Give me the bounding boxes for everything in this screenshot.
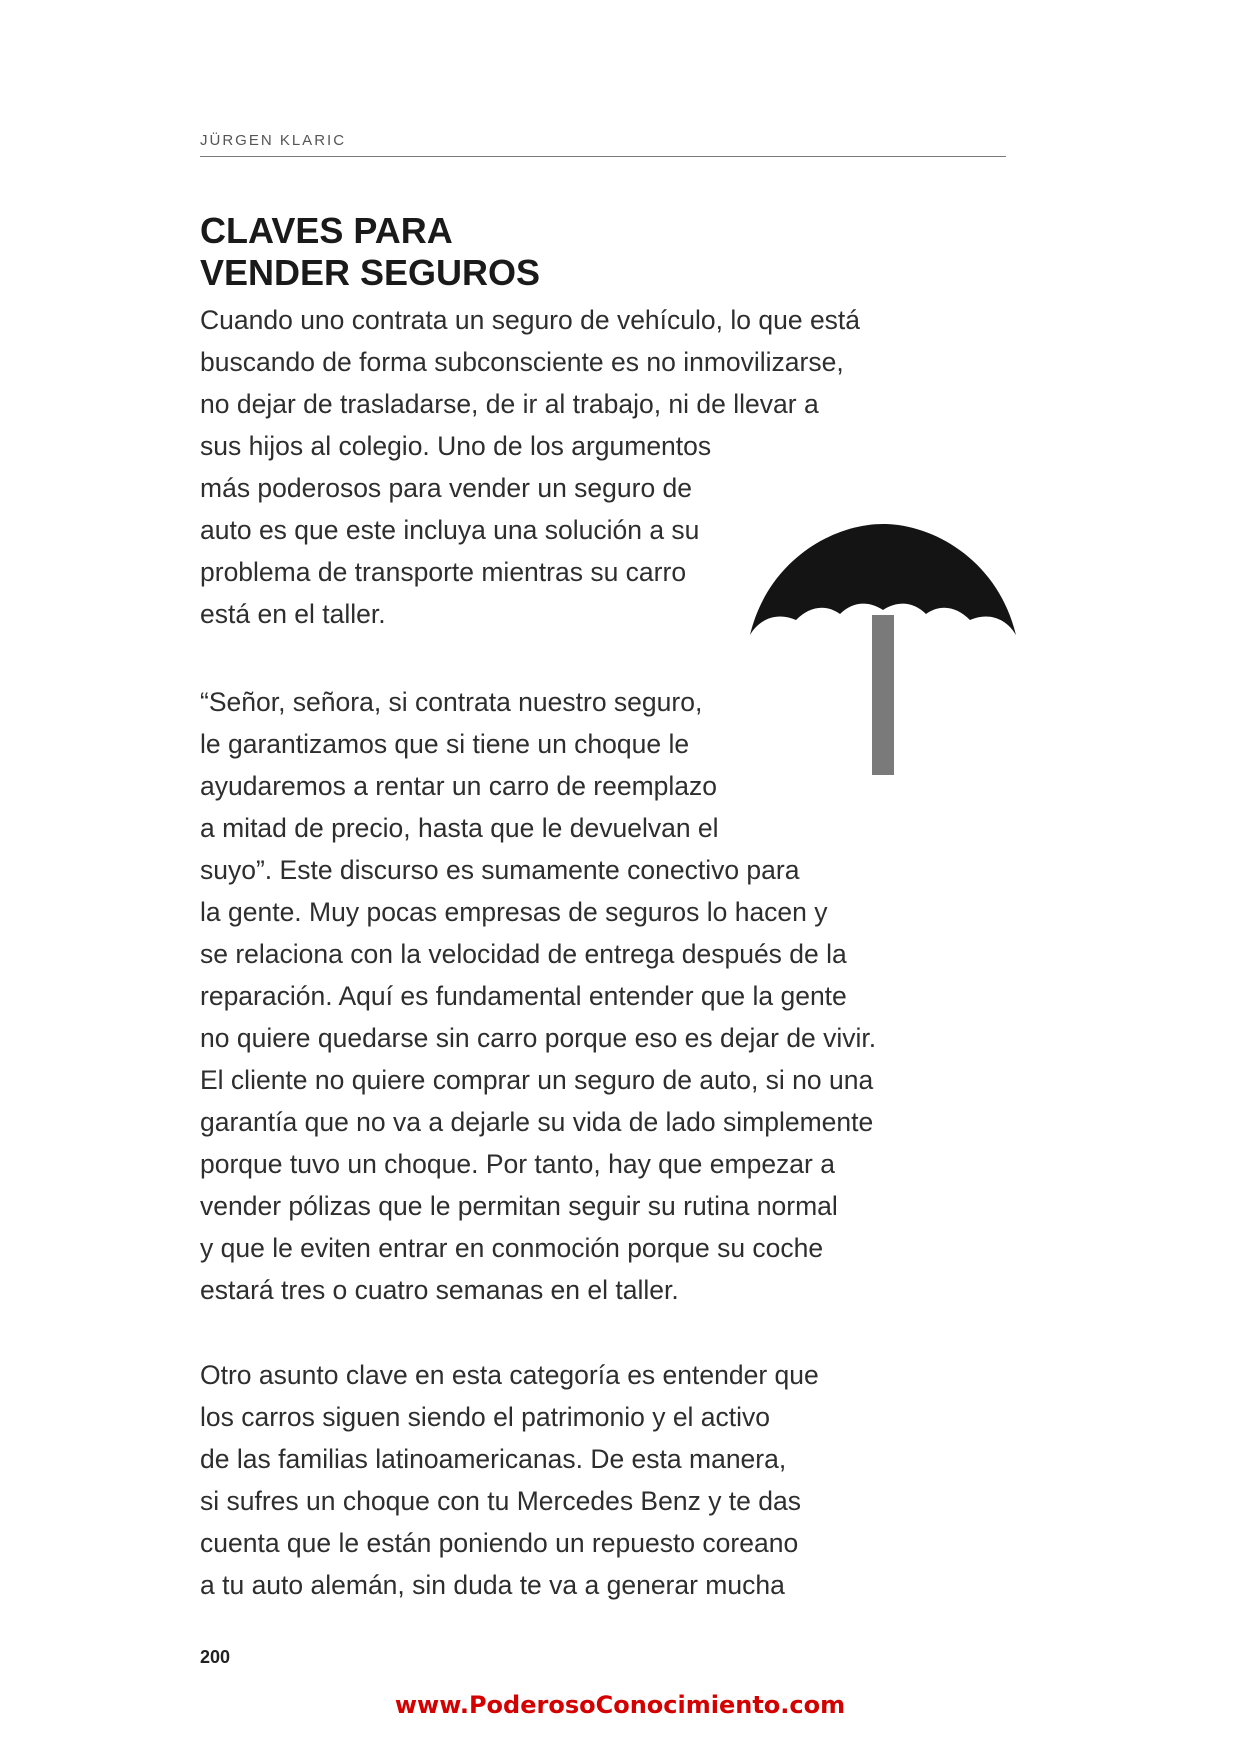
text-line: los carros siguen siendo el patrimonio y el activo	[200, 1402, 771, 1432]
watermark-link[interactable]: www.PoderosoConocimiento.com	[394, 1691, 846, 1719]
page-number: 200	[200, 1647, 231, 1667]
paragraph-3	[200, 1354, 819, 1606]
text-line: Cuando uno contrata un seguro de vehículo, lo que está	[200, 305, 861, 335]
text-line: buscando de forma subconsciente es no inmovilizarse,	[200, 347, 844, 377]
text-line: a mitad de precio, hasta que le devuelvan el	[200, 813, 719, 843]
running-head-author: JÜRGEN KLARIC	[200, 132, 347, 149]
text-line: problema de transporte mientras su carro	[200, 557, 687, 587]
text-line: ayudaremos a rentar un carro de reemplazo	[200, 771, 718, 801]
text-line: le garantizamos que si tiene un choque le	[200, 729, 690, 759]
text-line: a tu auto alemán, sin duda te va a generar mucha	[200, 1570, 785, 1600]
title-line: CLAVES PARA	[200, 210, 453, 251]
text-line: cuenta que le están poniendo un repuesto coreano	[200, 1528, 799, 1558]
text-line: se relaciona con la velocidad de entrega después de la	[200, 939, 847, 969]
text-line: más poderosos para vender un seguro de	[200, 473, 693, 503]
text-line: si sufres un choque con tu Mercedes Benz y te das	[200, 1486, 801, 1516]
text-line: no dejar de trasladarse, de ir al trabajo, ni de llevar a	[200, 389, 819, 419]
umbrella-icon	[748, 520, 1018, 780]
umbrella-shaft	[872, 615, 894, 775]
text-line: sus hijos al colegio. Uno de los argumentos	[200, 431, 712, 461]
text-line: porque tuvo un choque. Por tanto, hay que empezar a	[200, 1149, 835, 1179]
text-line: y que le eviten entrar en conmoción porque su coche	[200, 1233, 824, 1263]
text-line: Otro asunto clave en esta categoría es entender que	[200, 1360, 819, 1390]
text-line: auto es que este incluya una solución a su	[200, 515, 700, 545]
text-line: “Señor, señora, si contrata nuestro seguro,	[200, 687, 703, 717]
text-line: El cliente no quiere comprar un seguro de auto, si no una	[200, 1065, 874, 1095]
text-line: de las familias latinoamericanas. De esta manera,	[200, 1444, 787, 1474]
text-line: no quiere quedarse sin carro porque eso es dejar de vivir.	[200, 1023, 877, 1053]
article-title	[200, 210, 540, 294]
text-line: suyo”. Este discurso es sumamente conectivo para	[200, 855, 800, 885]
text-line: la gente. Muy pocas empresas de seguros lo hacen y	[200, 897, 828, 927]
text-line: estará tres o cuatro semanas en el taller.	[200, 1275, 679, 1305]
header-divider	[200, 156, 1006, 157]
title-line: VENDER SEGUROS	[200, 252, 541, 293]
text-line: vender pólizas que le permitan seguir su rutina normal	[200, 1191, 838, 1221]
text-line: garantía que no va a dejarle su vida de lado simplemente	[200, 1107, 874, 1137]
text-line: está en el taller.	[200, 599, 386, 629]
text-line: reparación. Aquí es fundamental entender que la gente	[200, 981, 847, 1011]
